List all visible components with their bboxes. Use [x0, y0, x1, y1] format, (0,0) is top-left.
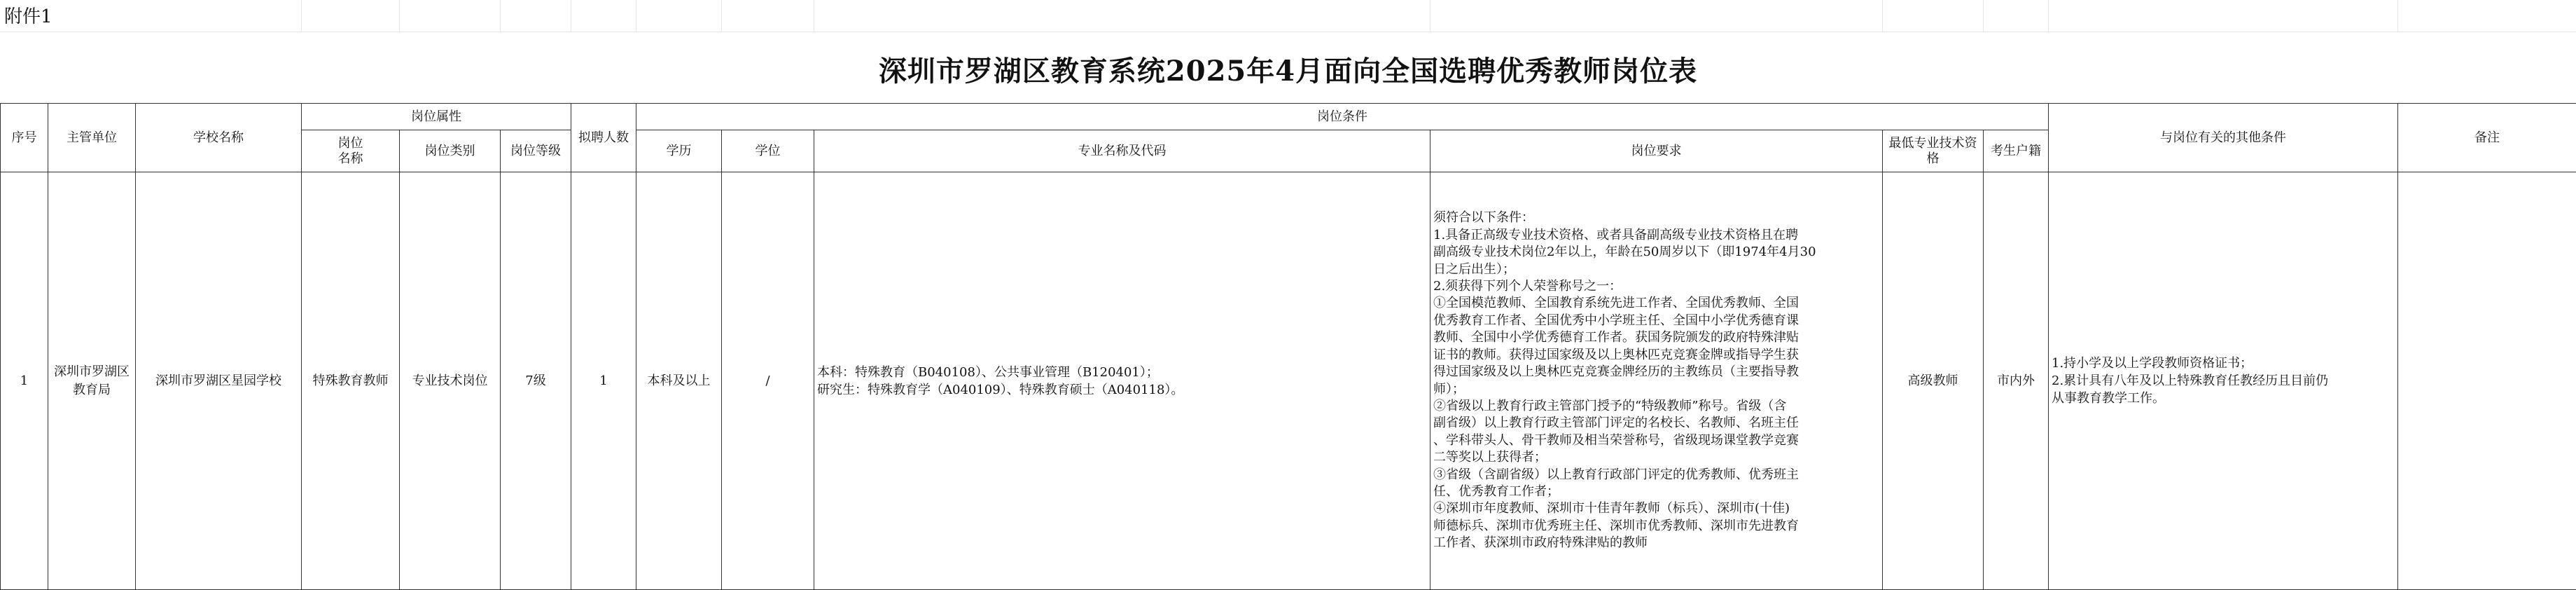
grid-col [2397, 0, 2398, 32]
header-degree: 学位 [722, 130, 814, 172]
requirement-line: ④深圳市年度教师、深圳市十佳青年教师（标兵）、深圳市(十佳) [1433, 501, 1790, 516]
cell-dept: 深圳市罗湖区教育局 [48, 172, 136, 590]
grid-col [2048, 0, 2049, 32]
major-line: 研究生：特殊教育学（A040109）、特殊教育硕士（A040118）。 [817, 382, 1184, 397]
header-position-conditions: 岗位条件 [636, 104, 2049, 130]
cell-school: 深圳市罗湖区星园学校 [136, 172, 302, 590]
requirement-line: 须符合以下条件： [1433, 210, 1534, 226]
header-major: 专业名称及代码 [814, 130, 1430, 172]
cell-major [814, 172, 1430, 590]
header-min-title: 最低专业技术资格 [1883, 130, 1984, 172]
requirement-line: 师德标兵、深圳市优秀班主任、深圳市优秀教师、深圳市先进教育 [1433, 518, 1799, 533]
header-school: 学校名称 [136, 104, 302, 172]
attachment-label: 附件1 [4, 6, 53, 27]
cell-remarks [2398, 172, 2576, 590]
position-table [0, 103, 2576, 590]
header-position-grade: 岗位等级 [501, 130, 571, 172]
header-dept: 主管单位 [48, 104, 136, 172]
requirement-line: 二等奖以上获得者； [1433, 450, 1547, 465]
requirement-line: 教师、全国中小学优秀德育工作者。获国务院颁发的政府特殊津贴 [1433, 330, 1799, 345]
grid-row-1 [0, 0, 2576, 32]
requirement-line: 工作者、获深圳市政府特殊津贴的教师 [1433, 535, 1648, 551]
header-requirements: 岗位要求 [1430, 130, 1883, 172]
requirement-line: 1.具备正高级专业技术资格、或者具备副高级专业技术资格且在聘 [1433, 227, 1799, 242]
other-condition-line: 从事教育教学工作。 [2052, 391, 2165, 406]
cell-position-grade: 7级 [501, 172, 571, 590]
cell-other-conditions [2049, 172, 2398, 590]
major-line: 本科：特殊教育（B040108）、公共事业管理（B120401）； [817, 364, 1159, 380]
grid-col [1882, 0, 1883, 32]
header-position-name: 岗位 名称 [302, 130, 400, 172]
requirement-line: 优秀教育工作者、全国优秀中小学班主任、全国中小学优秀德育课 [1433, 313, 1799, 328]
requirement-line: 日之后出生）； [1433, 261, 1515, 277]
cell-education: 本科及以上 [636, 172, 722, 590]
header-row-1 [1, 104, 2576, 130]
header-position-attr: 岗位属性 [302, 104, 571, 130]
header-hukou: 考生户籍 [1984, 130, 2049, 172]
cell-position-type: 专业技术岗位 [400, 172, 501, 590]
header-remarks: 备注 [2398, 104, 2576, 172]
grid-col [500, 0, 501, 32]
header-seq: 序号 [1, 104, 48, 172]
cell-seq: 1 [1, 172, 48, 590]
header-other-conditions: 与岗位有关的其他条件 [2049, 104, 2398, 172]
requirement-line: 任、优秀教育工作者； [1433, 483, 1559, 499]
requirement-line: 副省级）以上教育行政主管部门评定的名校长、名教师、名班主任 [1433, 416, 1799, 431]
other-condition-line: 1.持小学及以上学段教师资格证书； [2052, 356, 2253, 371]
requirement-line: ②省级以上教育行政主管部门授予的“特级教师”称号。省级（含 [1433, 398, 1787, 413]
other-condition-line: 2.累计具有八年及以上特殊教育任教经历且目前仍 [2052, 373, 2329, 388]
requirement-line: ①全国模范教师、全国教育系统先进工作者、全国优秀教师、全国 [1433, 296, 1799, 311]
cell-hukou: 市内外 [1984, 172, 2049, 590]
requirement-line: ③省级（含副省级）以上教育行政部门评定的优秀教师、优秀班主 [1433, 467, 1799, 482]
requirement-line: 得过国家级及以上奥林匹克竞赛金牌经历的主教练员（主要指导教 [1433, 364, 1799, 380]
requirement-line: 证书的教师。获得过国家级及以上奥林匹克竞赛金牌或指导学生获 [1433, 347, 1799, 362]
header-planned-count: 拟聘人数 [571, 104, 636, 172]
page-title: 深圳市罗湖区教育系统2025年4月面向全国选聘优秀教师岗位表 [878, 55, 1698, 88]
cell-requirements [1430, 172, 1883, 590]
cell-planned-count: 1 [571, 172, 636, 590]
header-position-type: 岗位类别 [400, 130, 501, 172]
cell-position-name: 特殊教育教师 [302, 172, 400, 590]
requirement-line: 2.须获得下列个人荣誉称号之一： [1433, 279, 1622, 294]
requirement-line: 师）； [1433, 381, 1465, 397]
cell-degree: / [722, 172, 814, 590]
cell-min-title: 高级教师 [1883, 172, 1984, 590]
grid-col [721, 0, 722, 32]
grid-col [301, 0, 302, 32]
grid-col [1983, 0, 1984, 32]
table-row [1, 172, 2576, 590]
requirement-line: 、学科带头人、骨干教师及相当荣誉称号，省级现场课堂教学竞赛 [1433, 432, 1799, 448]
requirement-line: 副高级专业技术岗位2年以上，年龄在50周岁以下（即1974年4月30 [1433, 245, 1816, 260]
grid-col [399, 0, 400, 32]
header-education: 学历 [636, 130, 722, 172]
